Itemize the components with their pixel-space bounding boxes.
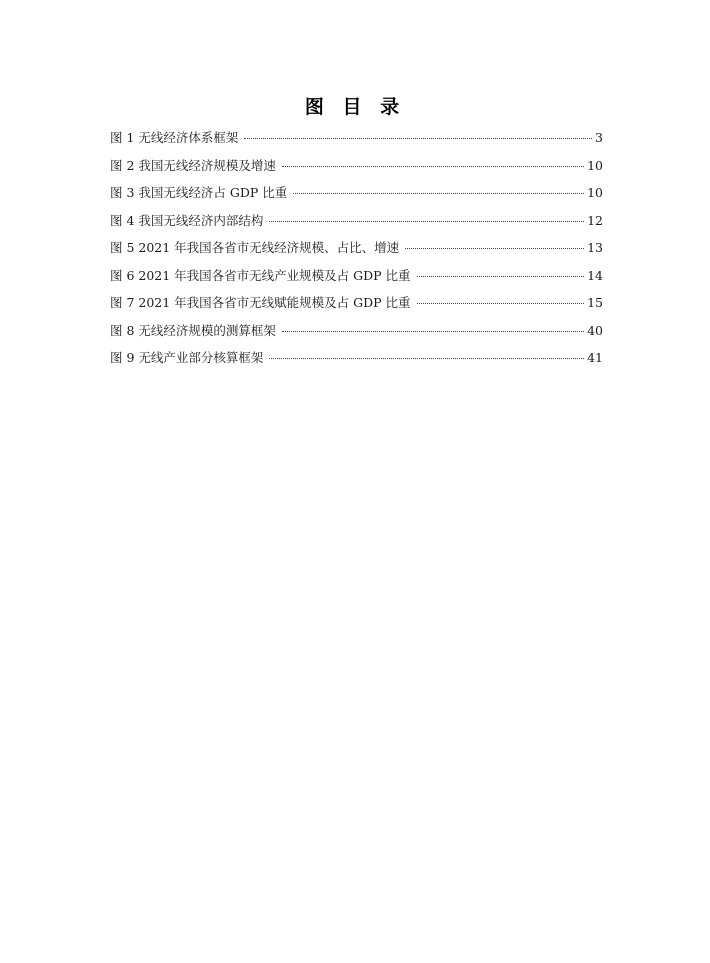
toc-entry-page: 40 bbox=[587, 322, 603, 338]
toc-entry-label: 图 2 我国无线经济规模及增速 bbox=[110, 157, 276, 173]
toc-entry-label: 图 8 无线经济规模的测算框架 bbox=[110, 322, 276, 338]
toc-entry[interactable] bbox=[110, 321, 603, 349]
toc-entry[interactable] bbox=[110, 348, 603, 376]
toc-entry-label: 图 5 2021 年我国各省市无线经济规模、占比、增速 bbox=[110, 240, 400, 255]
toc-entry-page: 14 bbox=[587, 267, 603, 283]
toc-entry-page: 15 bbox=[587, 295, 603, 310]
toc-entry[interactable] bbox=[110, 128, 603, 156]
toc-entry[interactable] bbox=[110, 211, 603, 239]
toc-entry-label: 图 4 我国无线经济内部结构 bbox=[110, 212, 264, 228]
toc-entry-page: 10 bbox=[587, 185, 603, 200]
toc-entry-label: 图 9 无线产业部分核算框架 bbox=[110, 350, 264, 365]
toc-entry-page: 41 bbox=[587, 350, 603, 365]
toc-entry-label: 图 6 2021 年我国各省市无线产业规模及占 GDP 比重 bbox=[110, 267, 411, 283]
toc-entry-label: 图 1 无线经济体系框架 bbox=[110, 130, 239, 145]
toc-entry[interactable] bbox=[110, 238, 603, 266]
dot-leader bbox=[417, 275, 585, 277]
dot-leader bbox=[417, 302, 585, 304]
toc-entry-page: 13 bbox=[587, 240, 603, 255]
toc-entry-page: 10 bbox=[587, 157, 603, 173]
dot-leader bbox=[293, 192, 584, 194]
dot-leader bbox=[405, 247, 584, 249]
toc-entry-label: 图 3 我国无线经济占 GDP 比重 bbox=[110, 185, 288, 200]
toc-entry-page: 12 bbox=[587, 212, 603, 228]
dot-leader bbox=[244, 137, 592, 139]
toc-entry[interactable] bbox=[110, 266, 603, 294]
toc-entry[interactable] bbox=[110, 156, 603, 184]
dot-leader bbox=[282, 330, 584, 332]
figure-list bbox=[110, 128, 603, 376]
toc-entry[interactable] bbox=[110, 293, 603, 321]
toc-entry[interactable] bbox=[110, 183, 603, 211]
dot-leader bbox=[269, 220, 584, 222]
dot-leader bbox=[282, 165, 584, 167]
dot-leader bbox=[269, 357, 584, 359]
toc-entry-label: 图 7 2021 年我国各省市无线赋能规模及占 GDP 比重 bbox=[110, 295, 411, 310]
page-title: 图 目 录 bbox=[304, 96, 406, 118]
toc-entry-page: 3 bbox=[595, 130, 603, 145]
